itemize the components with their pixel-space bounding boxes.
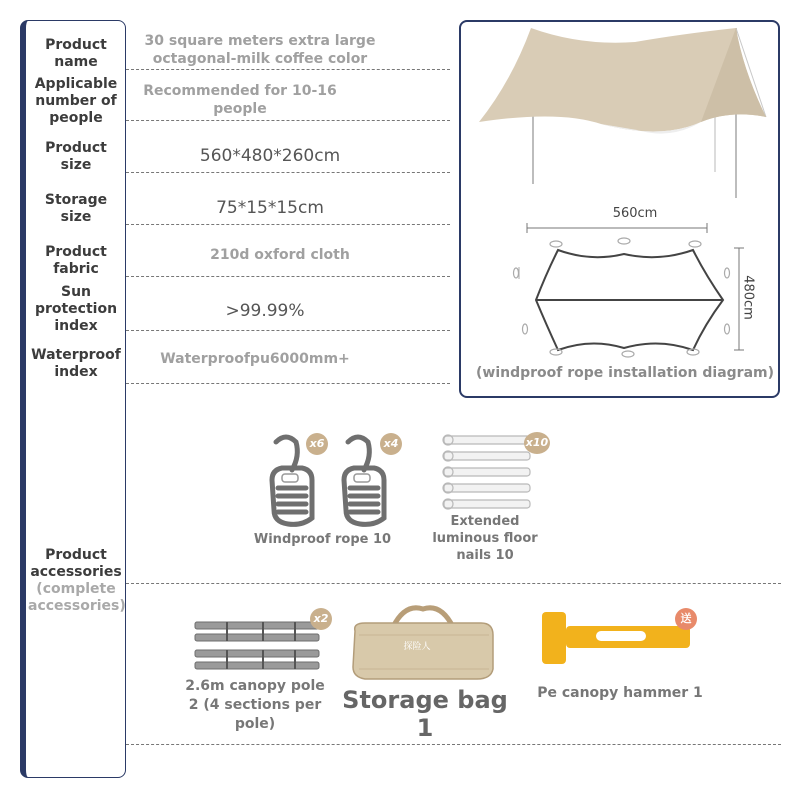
label-column-frame bbox=[20, 20, 126, 778]
canopy-pole-caption: 2.6m canopy pole 2 (4 sections per pole) bbox=[185, 678, 325, 732]
bag-logo: 探险人 bbox=[403, 642, 431, 652]
row-divider bbox=[126, 583, 781, 584]
spec-value-product-size: 560*480*260cm bbox=[199, 146, 341, 166]
quantity-badge: x6 bbox=[306, 433, 328, 455]
spec-value-fabric: 210d oxford cloth bbox=[210, 247, 350, 263]
spec-label-storage-size: Storage size bbox=[44, 192, 108, 225]
spec-value-waterproof: Waterproofpu6000mm+ bbox=[160, 351, 350, 367]
spec-label-product-name: Product name bbox=[45, 37, 107, 70]
spec-value-product-name: 30 square meters extra large octagonal-milk coffee color bbox=[144, 33, 376, 67]
floor-nails-caption: Extended luminous floor nails 10 bbox=[432, 514, 538, 563]
row-divider bbox=[126, 276, 450, 277]
spec-label-product-size: Product size bbox=[45, 140, 107, 173]
storage-bag-caption: Storage bag 1 bbox=[342, 686, 508, 742]
spec-value-storage-size: 75*15*15cm bbox=[216, 198, 324, 218]
width-dimension-label: 560cm bbox=[612, 206, 658, 221]
row-divider bbox=[126, 224, 450, 225]
spec-label-fabric: Product fabric bbox=[45, 244, 107, 277]
spec-label-people: Applicable number of people bbox=[34, 76, 118, 126]
row-divider bbox=[126, 172, 450, 173]
height-dimension-label: 480cm bbox=[740, 275, 756, 320]
spec-value-people: Recommended for 10-16 people bbox=[143, 83, 337, 117]
row-divider bbox=[126, 744, 781, 745]
gift-badge: 送 bbox=[675, 608, 697, 630]
accessories-label: Product accessories (complete accessories) bbox=[28, 547, 126, 614]
quantity-badge: x4 bbox=[380, 433, 402, 455]
spec-label-waterproof: Waterproof index bbox=[31, 347, 121, 380]
row-divider bbox=[126, 383, 450, 384]
diagram-caption: (windproof rope installation diagram) bbox=[475, 365, 775, 381]
row-divider bbox=[126, 69, 450, 70]
spec-label-sun-protection: Sun protection index bbox=[34, 284, 118, 334]
row-divider bbox=[126, 330, 450, 331]
quantity-badge: x10 bbox=[524, 432, 550, 454]
spec-value-sun-protection: >99.99% bbox=[225, 301, 305, 321]
canopy-pole-image bbox=[193, 620, 323, 672]
canopy-hammer-caption: Pe canopy hammer 1 bbox=[537, 685, 703, 701]
windproof-rope-caption: Windproof rope 10 bbox=[253, 532, 392, 547]
quantity-badge: x2 bbox=[310, 608, 332, 630]
row-divider bbox=[126, 120, 450, 121]
